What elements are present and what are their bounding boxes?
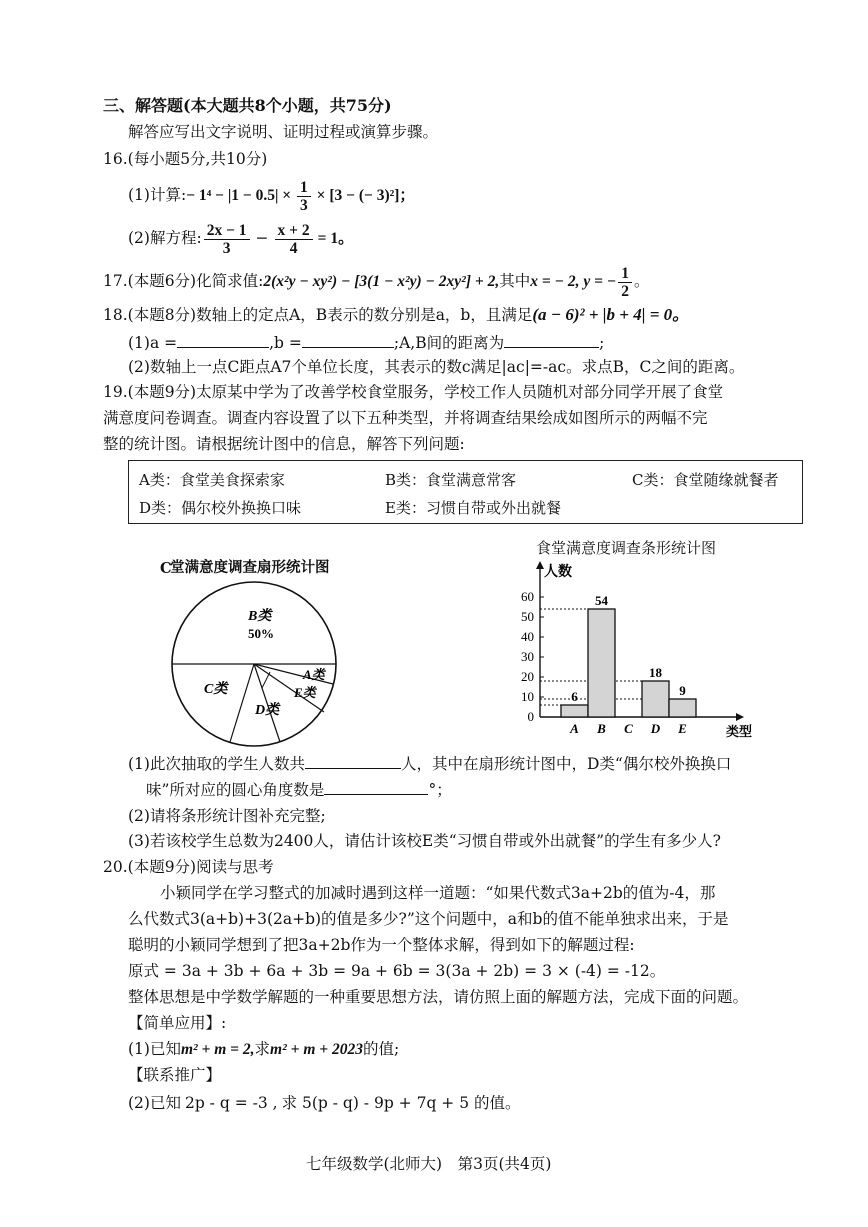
blank-a[interactable] [177,331,269,348]
q20-l4: 原式 = 3a + 3b + 6a + 3b = 9a + 6b = 3(3a + 2b) = 3 × (-4) = -12。 [128,962,666,980]
bar-value-label: 54 [595,593,608,608]
bar-category-label: E [678,721,687,736]
q16-p2-tail: = 1。 [317,230,354,247]
q16-p1-label: (1)计算: [128,186,187,204]
page-footer: 七年级数学(北师大) 第3页(共4页) [306,1155,552,1173]
q18-part1 [128,331,604,354]
q20-p2expr: 2p - q = -3 , [184,1094,278,1112]
type-c: C类：食堂随缘就餐者 [632,471,779,489]
q20-heading-simple: 【简单应用】: [128,1014,227,1032]
bar-value-label: 9 [679,683,686,698]
bar-chart-title: 食堂满意度调查条形统计图 [536,539,717,557]
bar-y-tick-label: 60 [521,589,534,604]
q20-p1expr: m² + m = 2, [180,1041,255,1058]
q19-line1: 19.(本题9分)太原某中学为了改善学校食堂服务，学校工作人员随机对部分同学开展了食堂 [103,383,724,401]
q20-p2a: (2)已知 [128,1094,181,1112]
q19-q1c: 味”所对应的圆心角度数是 [146,781,325,799]
q19-line2: 满意度问卷调查。调查内容设置了以下五种类型，并将调查结果绘成如图所示的两幅不完 [103,409,708,427]
blank-distance[interactable] [504,331,599,348]
q16-p1-expr2: × [3 − (− 3)²]； [312,187,415,204]
q16-part2 [128,218,354,258]
bar-chart [500,560,770,755]
blank-b[interactable] [302,331,394,348]
q17-frac: $\frac{1}{2}$ [618,265,632,300]
q16-head: 16.(每小题5分,共10分) [103,150,268,168]
bar-y-tick-label: 10 [521,689,534,704]
q16-part1 [128,178,415,212]
q20-p1a: (1)已知 [128,1040,181,1058]
pie-label-c: C类 [204,682,228,697]
q19-sub3: (3)若该校学生总数为2400人，请估计该校E类“习惯自带或外出就餐”的学生有多少人? [128,832,721,850]
q18-p1-a: (1)a = [128,334,178,352]
bar-y-tick-label: 50 [521,609,534,624]
section-title: 三、解答题(本大题共8个小题，共75分) [103,96,392,115]
pie-chart [170,580,340,750]
q19-q1d: °； [428,781,452,799]
pie-label-a: A类 [303,667,325,682]
q18-head-line [103,304,689,326]
bar-b [588,609,615,717]
bar-category-label: D [650,721,661,736]
bar-y-tick-label: 0 [527,709,534,724]
q16-p2-label: (2)解方程: [128,229,202,247]
q16-p1-frac: $\frac{1}{3}$ [297,179,311,214]
q20-p1c: 的值; [362,1040,400,1058]
type-d: D类：偶尔校外换换口味 [139,499,302,517]
bar-category-label: B [597,721,606,736]
q18-p1-end: ; [599,334,605,352]
pie-title-prefix: C [160,560,172,577]
bar-y-tick-label: 20 [521,669,534,684]
q16-p2-minus: − [255,229,269,247]
q20-l5: 整体思想是中学数学解题的一种重要思想方法，请仿照上面的解题方法，完成下面的问题。 [128,988,749,1006]
bar-value-label: 6 [571,689,578,704]
pie-title-text: 堂满意度调查扇形统计图 [170,559,330,576]
q19-line3: 整的统计图。请根据统计图中的信息，解答下列问题: [103,435,465,453]
bar-ylabel: 人数 [544,565,572,580]
q20-head: 20.(本题9分)阅读与思考 [103,858,274,876]
q18-p1-c: ;A,B间的距离为 [393,334,505,352]
q16-p2-frac2: $\frac{x + 2}{4}$ [275,222,313,257]
q20-p2b: 求 5(p - q) - 9p + 7q + 5 的值。 [281,1094,521,1112]
q16-p2-frac1: $\frac{2x - 1}{3}$ [204,222,250,257]
bar-value-label: 18 [649,665,662,680]
q18-p1-b: ,b = [269,334,302,352]
pie-label-b-pct: 50% [248,626,274,641]
q19-q1b: 人，其中在扇形统计图中，D类“偶尔校外换换口 [400,755,732,773]
q17 [103,264,649,298]
type-legend-box [128,460,803,524]
q19-sub2: (2)请将条形统计图补充完整; [128,807,326,825]
q17-cond-expr: x = − 2, y = − [530,273,617,290]
blank-angle[interactable] [324,778,428,795]
bar-a [561,705,588,717]
pie-label-e: E类 [294,685,316,700]
type-e: E类：习惯自带或外出就餐 [385,499,561,517]
q20-heading-extend: 【联系推广】 [128,1066,222,1084]
section-instruction: 解答应写出文字说明、证明过程或演算步骤。 [128,123,439,141]
q20-l3: 聪明的小颖同学想到了把3a+2b作为一个整体求解，得到如下的解题过程: [128,936,635,954]
q20-p1b: 求 [254,1040,271,1058]
q20-part1 [128,1038,399,1061]
bar-e [669,699,696,717]
blank-total[interactable] [305,752,401,769]
q17-cond: 其中 [499,272,531,290]
q20-l1: 小颖同学在学习整式的加减时遇到这样一道题：“如果代数式3a+2b的值为-4，那 [160,884,716,902]
bar-y-tick-label: 40 [521,629,534,644]
bar-category-label: C [624,721,633,736]
type-a: A类：食堂美食探索家 [139,471,285,489]
q18-expr: (a − 6)² + |b + 4| = 0。 [532,305,690,324]
pie-title [160,556,330,577]
pie-label-d: D类 [255,703,280,718]
bar-d [642,681,669,717]
bar-xlabel: 类型 [726,724,753,739]
type-b: B类：食堂满意常客 [385,471,517,489]
q20-p1expr2: m² + m + 2023 [270,1041,363,1058]
bar-y-tick-label: 30 [521,649,534,664]
q17-tail: 。 [633,272,650,290]
bar-x-arrow [736,713,744,721]
q19-sub1-line1 [128,752,731,775]
q18-head: 18.(本题8分)数轴上的定点A，B表示的数分别是a，b，且满足 [103,306,533,324]
q18-part2: (2)数轴上一点C距点A7个单位长度，其表示的数c满足|ac|=-ac。求点B，C之间的距离。 [128,358,745,376]
q16-p1-expr: − 1⁴ − |1 − 0.5| × [186,187,295,204]
q20-l2: 么代数式3(a+b)+3(2a+b)的值是多少?”这个问题中，a和b的值不能单独求出来，于是 [128,910,729,928]
bar-category-label: A [570,721,579,736]
q19-sub1-line2 [146,778,452,801]
q17-expr: 2(x²y − xy²) − [3(1 − x²y) − 2xy²] + 2, [263,273,500,290]
q20-part2 [128,1092,521,1114]
q19-q1a: (1)此次抽取的学生人数共 [128,755,305,773]
pie-label-b: B类 [248,609,272,624]
q17-head: 17.(本题6分)化简求值: [103,272,264,290]
bar-y-arrow [536,561,544,569]
